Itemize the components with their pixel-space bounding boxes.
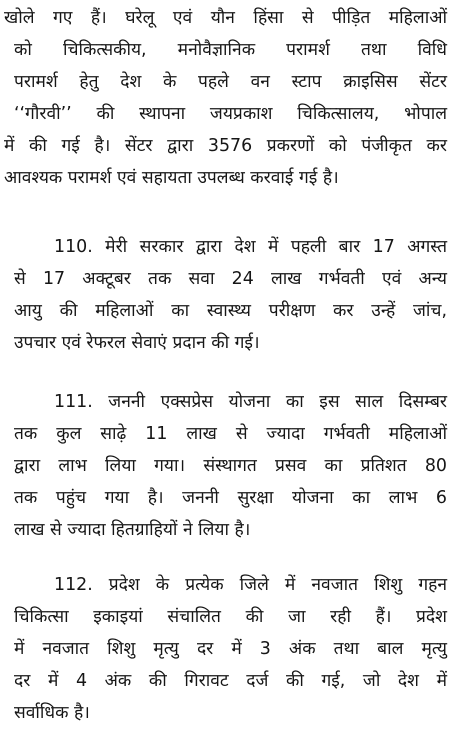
paragraph-continuation — [0, 2, 455, 194]
text-line: से 17 अक्टूबर तक सवा 24 लाख गर्भवती एवं अन्य — [14, 269, 447, 289]
text-line: में की गई है। सेंटर द्वारा 3576 प्रकरणों को पंजीकृत कर — [4, 136, 447, 156]
text-line: खोले गए हैं। घरेलू एवं यौन हिंसा से पीड़ित महिलाओं — [4, 8, 447, 28]
text-line: सर्वाधिक है। — [14, 703, 90, 723]
text-line: लाख से ज्यादा हितग्राहियों ने लिया है। — [14, 520, 251, 540]
text-line: चिकित्सा इकाइयां संचालित की जा रही हैं। प्रदेश — [14, 607, 447, 627]
text-line: ‘‘गौरवी’’ की स्थापना जयप्रकाश चिकित्सालय, भोपाल — [14, 104, 447, 124]
text-line: को चिकित्सकीय, मनोवैज्ञानिक परामर्श तथा विधि — [14, 40, 447, 60]
text-line: द्वारा लाभ लिया गया। संस्थागत प्रसव का प्रतिशत 80 — [14, 456, 447, 476]
paragraph-111 — [0, 386, 455, 546]
text-line: आयु की महिलाओं का स्वास्थ्य परीक्षण कर उन्हें जांच, — [14, 301, 447, 321]
text-line: परामर्श हेतु देश के पहले वन स्टाप क्राइसिस सेंटर — [14, 72, 447, 92]
text-line: में नवजात शिशु मृत्यु दर में 3 अंक तथा बाल मृत्यु — [14, 639, 447, 659]
paragraph-112 — [0, 569, 455, 729]
text-line: 110. मेरी सरकार द्वारा देश में पहली बार 17 अगस्त — [54, 237, 447, 257]
text-line: 111. जननी एक्सप्रेस योजना का इस साल दिसम्बर — [54, 392, 447, 412]
text-line: दर में 4 अंक की गिरावट दर्ज की गई, जो देश में — [14, 671, 447, 691]
text-line: तक कुल साढ़े 11 लाख से ज्यादा गर्भवती महिलाओं — [14, 424, 447, 444]
paragraph-110 — [0, 231, 455, 359]
text-line: 112. प्रदेश के प्रत्येक जिले में नवजात शिशु गहन — [54, 575, 447, 595]
text-line: तक पहुंच गया है। जननी सुरक्षा योजना का लाभ 6 — [14, 488, 447, 508]
text-line: आवश्यक परामर्श एवं सहायता उपलब्ध करवाई गई है। — [4, 168, 339, 188]
text-line: उपचार एवं रेफरल सेवाएं प्रदान की गई। — [14, 333, 260, 353]
